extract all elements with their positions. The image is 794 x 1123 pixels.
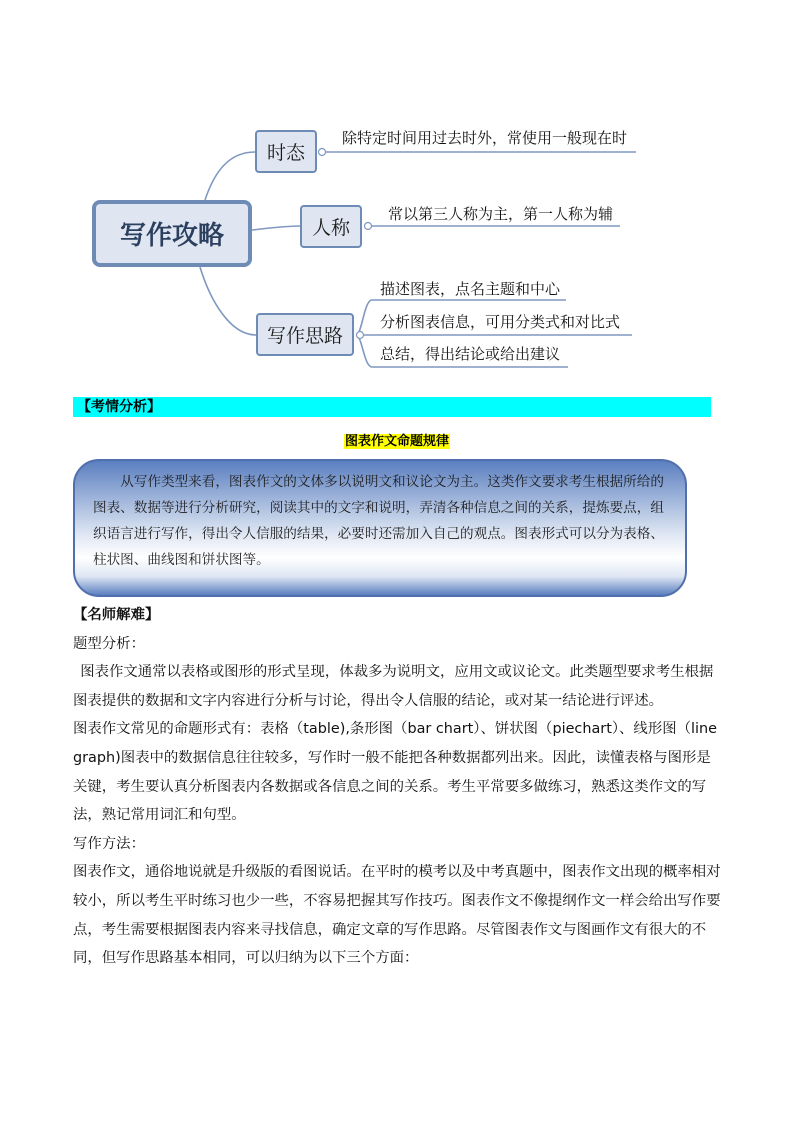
mindmap-root: 写作攻略 <box>92 200 252 267</box>
analysis-heading: 【名师解难】 <box>73 607 160 623</box>
paragraph-3: 图表作文，通俗地说就是升级版的看图说话。在平时的模考以及中考真题中，图表作文出现的概率相对较小，所以考生平时练习也少一些，不容易把握其写作技巧。图表作文不像提纲作文一样会给出写作要点，考生需要根据图表内容来寻找信息，确定文章的写作思路。尽管图表作文与图画作文有很大的不同，但写作思路基本相同，可以归纳为以下三个方面： <box>73 864 721 967</box>
callout-box <box>73 459 687 597</box>
section-subtitle <box>0 430 794 449</box>
approach-step-1: 描述图表，点名主题和中心 <box>380 280 561 298</box>
branch-person: 人称 <box>300 205 362 248</box>
section-heading-exam-analysis: 【考情分析】 <box>73 397 711 417</box>
approach-step-2: 分析图表信息，可用分类式和对比式 <box>380 313 621 331</box>
subtitle-highlight: 图表作文命题规律 <box>344 434 449 449</box>
approach-step-3: 总结，得出结论或给出建议 <box>380 345 561 363</box>
analysis-section <box>73 601 723 973</box>
tense-note: 除特定时间用过去时外，常使用一般现在时 <box>342 129 628 147</box>
branch-writing-approach: 写作思路 <box>256 313 354 356</box>
writing-method-label: 写作方法： <box>73 835 145 852</box>
type-analysis-label: 题型分析： <box>73 635 145 652</box>
callout-text: 从写作类型来看，图表作文的文体多以说明文和议论文为主。这类作文要求考生根据所给的图表、数据等进行分析研究，阅读其中的文字和说明，弄清各种信息之间的关系，提炼要点，组织语言进行写作，得出令人信服的结果，必要时还需加入自己的观点。图表形式可以分为表格、柱状图、曲线图和饼状图等。 <box>93 474 664 568</box>
branch-tense: 时态 <box>255 130 317 173</box>
person-note: 常以第三人称为主，第一人称为辅 <box>388 205 614 223</box>
paragraph-1: 图表作文通常以表格或图形的形式呈现，体裁多为说明文，应用文或议论文。此类题型要求考生根据图表提供的数据和文字内容进行分析与讨论，得出令人信服的结论，或对某一结论进行评述。 <box>73 664 714 709</box>
paragraph-2: 图表作文常见的命题形式有：表格（table),条形图（bar chart）、饼状图（piechart）、线形图（line graph)图表中的数据信息往往较多，写作时一般不能把各种数据都列出来。因此，读懂表格与图形是关键，考生要认真分析图表内各数据或各信息之间的关系。考生平常要多做练习，熟悉这类作文的写法，熟记常用词汇和句型。 <box>73 721 717 824</box>
